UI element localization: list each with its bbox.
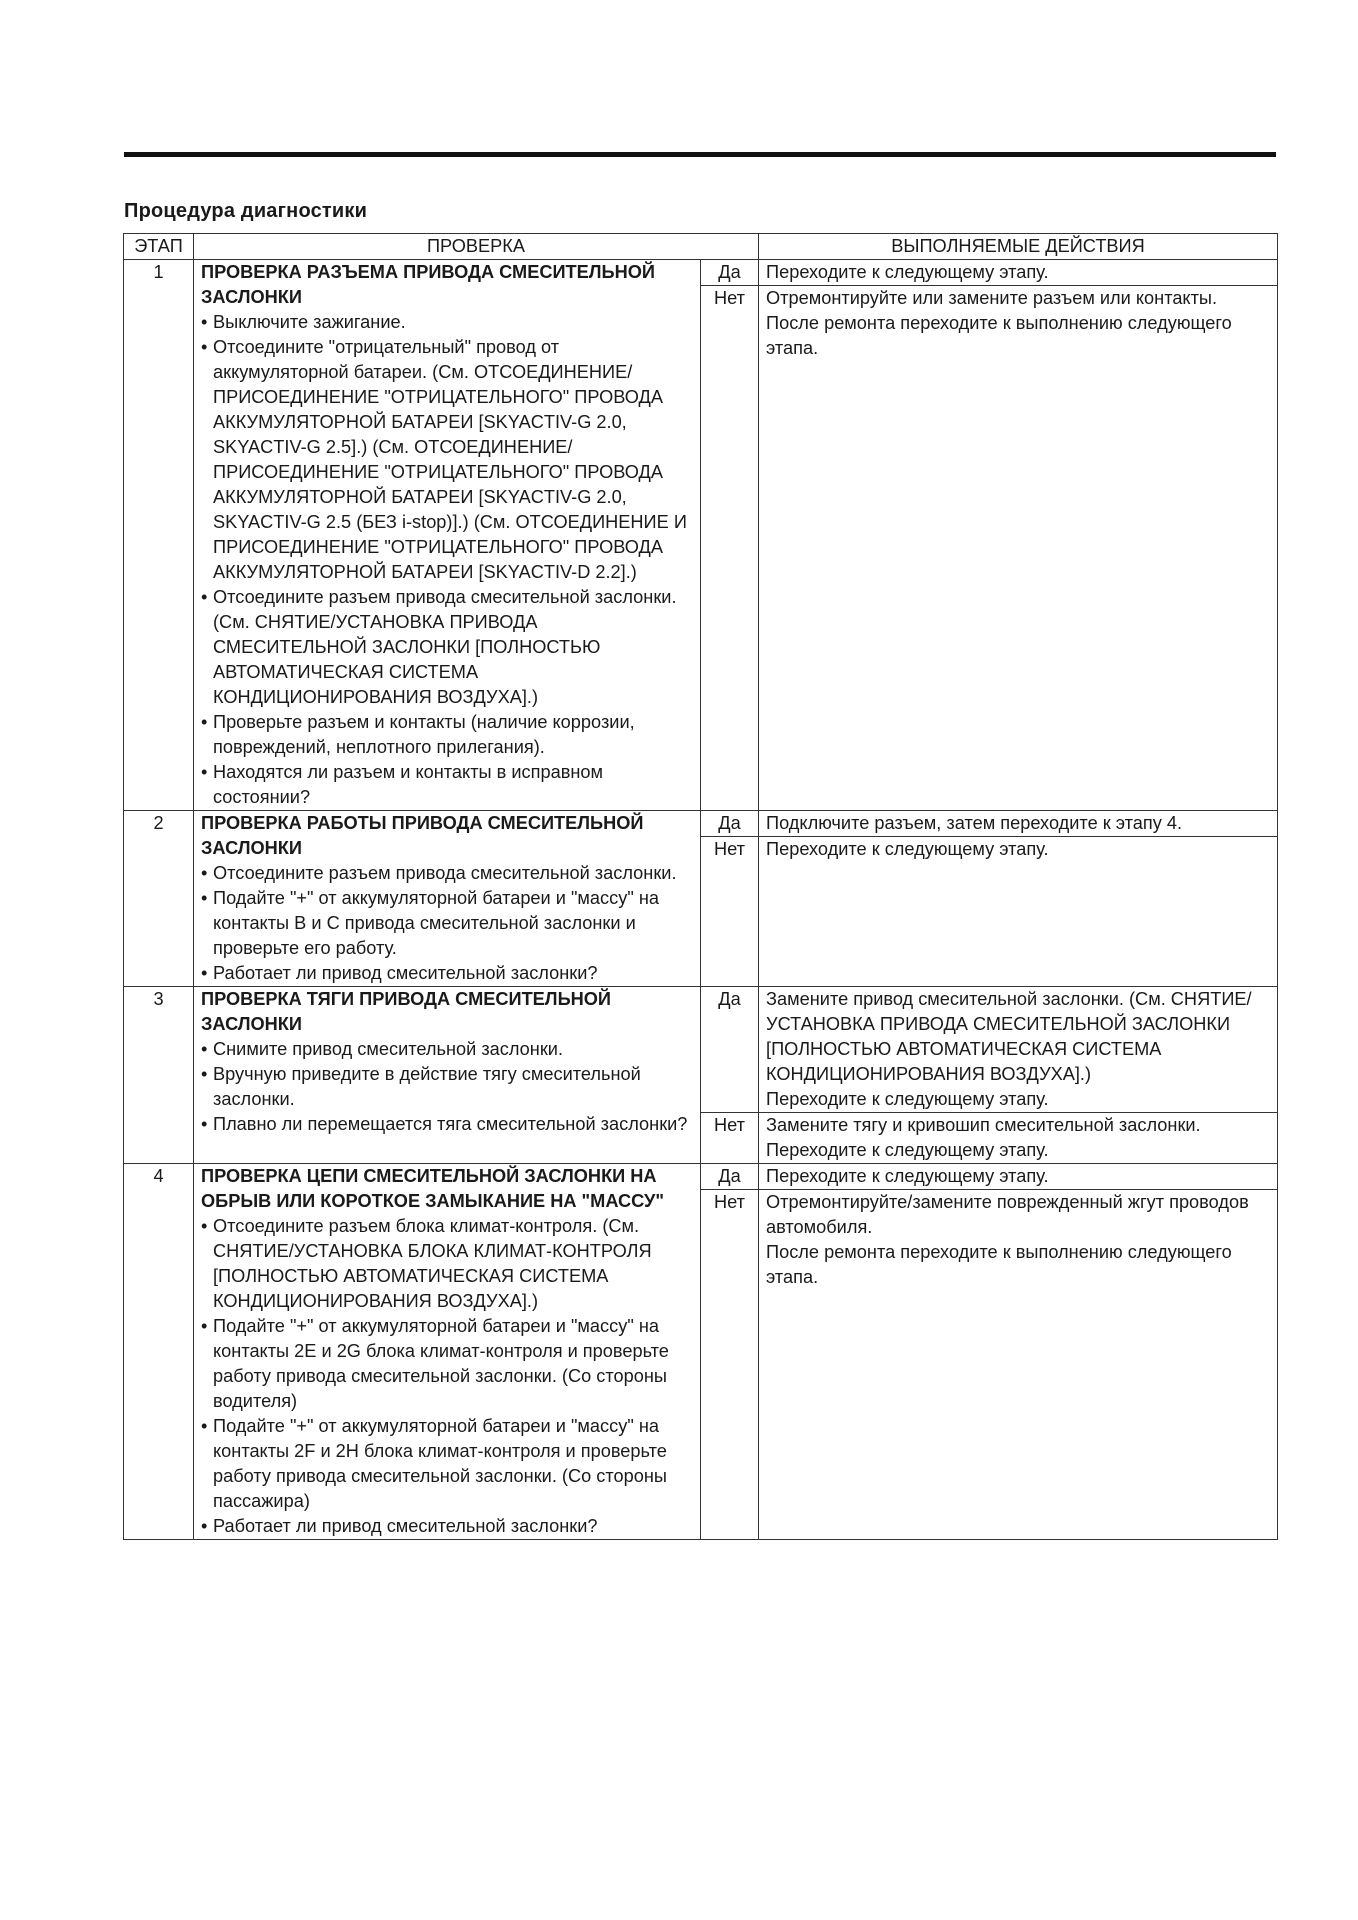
- no-label: Нет: [701, 286, 759, 811]
- step-1: [124, 260, 1278, 811]
- check-title: ПРОВЕРКА РАЗЪЕМА ПРИВОДА СМЕСИТЕЛЬНОЙ ЗАСЛОНКИ: [201, 262, 655, 307]
- step-number: 1: [124, 260, 194, 811]
- action-text: Переходите к следующему этапу.: [766, 1140, 1049, 1160]
- no-action: [759, 1113, 1278, 1164]
- list-item: • Находятся ли разъем и контакты в исправном состоянии?: [201, 760, 694, 810]
- list-item: • Работает ли привод смесительной заслонки?: [201, 1514, 694, 1539]
- check-title: ПРОВЕРКА ЦЕПИ СМЕСИТЕЛЬНОЙ ЗАСЛОНКИ НА ОБРЫВ ИЛИ КОРОТКОЕ ЗАМЫКАНИЕ НА "МАССУ": [201, 1166, 664, 1211]
- no-label: Нет: [701, 1190, 759, 1540]
- action-text: Подключите разъем, затем переходите к этапу 4.: [766, 813, 1183, 833]
- step-2: [124, 811, 1278, 987]
- check-title: ПРОВЕРКА РАБОТЫ ПРИВОДА СМЕСИТЕЛЬНОЙ ЗАСЛОНКИ: [201, 813, 644, 858]
- action-text: Отремонтируйте/замените поврежденный жгут проводов автомобиля.: [766, 1192, 1249, 1237]
- check-steps: [201, 1037, 694, 1137]
- list-item: • Отсоедините разъем блока климат-контроля. (См. СНЯТИЕ/УСТАНОВКА БЛОКА КЛИМАТ-КОНТРОЛЯ [ПОЛНОСТЬЮ АВТОМАТИЧЕСКАЯ СИСТЕМА КОНДИЦИОНИРОВАНИЯ ВОЗДУХА].): [201, 1214, 694, 1314]
- no-label: Нет: [701, 837, 759, 987]
- step-number: 3: [124, 987, 194, 1164]
- action-text: После ремонта переходите к выполнению следующего этапа.: [766, 1242, 1232, 1287]
- diagnostic-table: [123, 233, 1278, 1540]
- yes-action: [759, 987, 1278, 1113]
- action-text: После ремонта переходите к выполнению следующего этапа.: [766, 313, 1232, 358]
- action-text: Замените привод смесительной заслонки. (См. СНЯТИЕ/УСТАНОВКА ПРИВОДА СМЕСИТЕЛЬНОЙ ЗАСЛОНКИ [ПОЛНОСТЬЮ АВТОМАТИЧЕСКАЯ СИСТЕМА КОНДИЦИОНИРОВАНИЯ ВОЗДУХА].): [766, 989, 1252, 1084]
- header-step: ЭТАП: [124, 234, 194, 260]
- check-cell: [194, 1164, 701, 1540]
- check-steps: [201, 310, 694, 810]
- step-4: [124, 1164, 1278, 1540]
- step-3: [124, 987, 1278, 1164]
- no-action: [759, 1190, 1278, 1540]
- step-number: 2: [124, 811, 194, 987]
- step-number: 4: [124, 1164, 194, 1540]
- list-item: • Отсоедините "отрицательный" провод от аккумуляторной батареи. (См. ОТСОЕДИНЕНИЕ/ПРИСОЕДИНЕНИЕ "ОТРИЦАТЕЛЬНОГО" ПРОВОДА АККУМУЛЯТОРНОЙ БАТАРЕИ [SKYACTIV-G 2.0, SKYACTIV-G 2.5].) (См. ОТСОЕДИНЕНИЕ/ПРИСОЕДИНЕНИЕ "ОТРИЦАТЕЛЬНОГО" ПРОВОДА АККУМУЛЯТОРНОЙ БАТАРЕИ [SKYACTIV-G 2.0, SKYACTIV-G 2.5 (БЕЗ i-stop)].) (См. ОТСОЕДИНЕНИЕ И ПРИСОЕДИНЕНИЕ "ОТРИЦАТЕЛЬНОГО" ПРОВОДА АККУМУЛЯТОРНОЙ БАТАРЕИ [SKYACTIV-D 2.2].): [201, 335, 694, 585]
- action-text: Замените тягу и кривошип смесительной заслонки.: [766, 1115, 1201, 1135]
- list-item: • Подайте "+" от аккумуляторной батареи и "массу" на контакты B и C привода смесительной заслонки и проверьте его работу.: [201, 886, 694, 961]
- yes-label: Да: [701, 260, 759, 286]
- yes-action: [759, 260, 1278, 286]
- yes-action: [759, 1164, 1278, 1190]
- header-action: ВЫПОЛНЯЕМЫЕ ДЕЙСТВИЯ: [759, 234, 1278, 260]
- list-item: • Снимите привод смесительной заслонки.: [201, 1037, 694, 1062]
- check-title: ПРОВЕРКА ТЯГИ ПРИВОДА СМЕСИТЕЛЬНОЙ ЗАСЛОНКИ: [201, 989, 611, 1034]
- section-heading: Процедура диагностики: [124, 200, 368, 222]
- action-text: Переходите к следующему этапу.: [766, 839, 1049, 859]
- check-cell: [194, 260, 701, 811]
- no-label: Нет: [701, 1113, 759, 1164]
- yes-action: [759, 811, 1278, 837]
- yes-label: Да: [701, 1164, 759, 1190]
- list-item: • Работает ли привод смесительной заслонки?: [201, 961, 694, 986]
- list-item: • Проверьте разъем и контакты (наличие коррозии, повреждений, неплотного прилегания).: [201, 710, 694, 760]
- list-item: • Вручную приведите в действие тягу смесительной заслонки.: [201, 1062, 694, 1112]
- check-steps: [201, 861, 694, 986]
- table-row: [124, 987, 1278, 1113]
- check-steps: [201, 1214, 694, 1539]
- yes-label: Да: [701, 987, 759, 1113]
- action-text: Переходите к следующему этапу.: [766, 1089, 1049, 1109]
- table-header-row: [124, 234, 1278, 260]
- list-item: • Отсоедините разъем привода смесительной заслонки.: [201, 861, 694, 886]
- list-item: • Плавно ли перемещается тяга смесительной заслонки?: [201, 1112, 694, 1137]
- action-text: Переходите к следующему этапу.: [766, 262, 1049, 282]
- top-rule: [124, 152, 1276, 157]
- no-action: [759, 837, 1278, 987]
- list-item: • Подайте "+" от аккумуляторной батареи и "массу" на контакты 2F и 2H блока климат-контроля и проверьте работу привода смесительной заслонки. (Со стороны пассажира): [201, 1414, 694, 1514]
- no-action: [759, 286, 1278, 811]
- list-item: • Подайте "+" от аккумуляторной батареи и "массу" на контакты 2E и 2G блока климат-контроля и проверьте работу привода смесительной заслонки. (Со стороны водителя): [201, 1314, 694, 1414]
- header-check: ПРОВЕРКА: [194, 234, 759, 260]
- action-text: Переходите к следующему этапу.: [766, 1166, 1049, 1186]
- table-row: [124, 1164, 1278, 1190]
- list-item: • Отсоедините разъем привода смесительной заслонки. (См. СНЯТИЕ/УСТАНОВКА ПРИВОДА СМЕСИТЕЛЬНОЙ ЗАСЛОНКИ [ПОЛНОСТЬЮ АВТОМАТИЧЕСКАЯ СИСТЕМА КОНДИЦИОНИРОВАНИЯ ВОЗДУХА].): [201, 585, 694, 710]
- yes-label: Да: [701, 811, 759, 837]
- table-row: [124, 260, 1278, 286]
- table-row: [124, 811, 1278, 837]
- check-cell: [194, 811, 701, 987]
- action-text: Отремонтируйте или замените разъем или контакты.: [766, 288, 1218, 308]
- check-cell: [194, 987, 701, 1164]
- list-item: • Выключите зажигание.: [201, 310, 694, 335]
